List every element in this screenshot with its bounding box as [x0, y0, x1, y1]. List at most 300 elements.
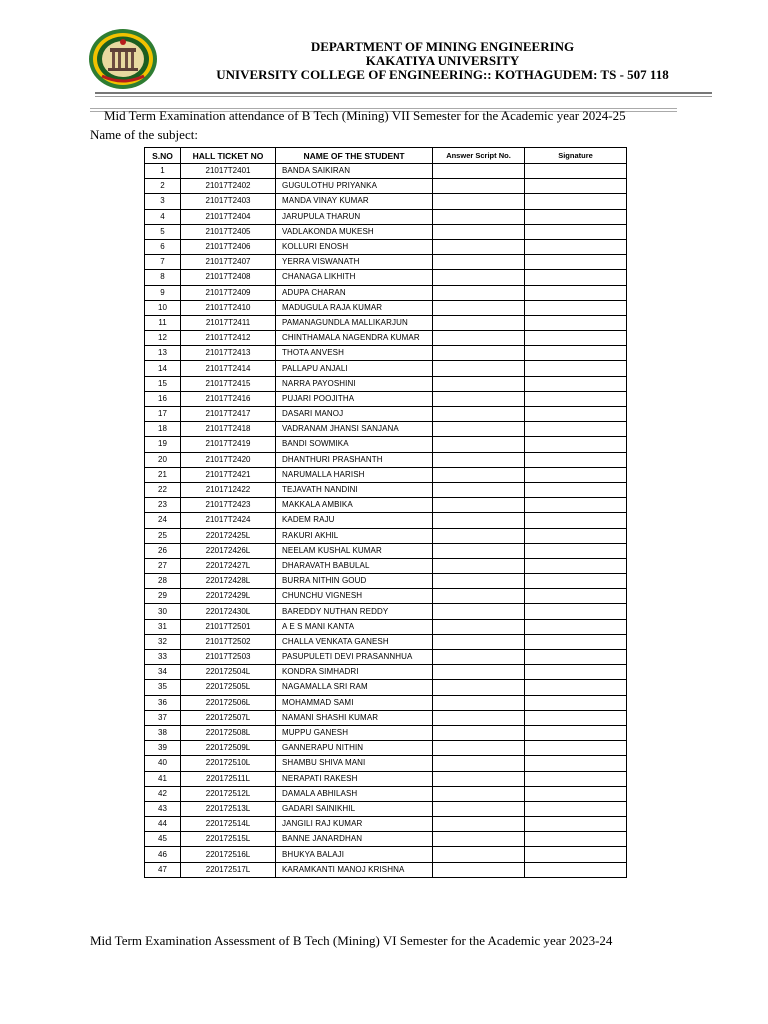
student-name-cell: JARUPULA THARUN [276, 209, 433, 224]
signature-cell[interactable] [525, 817, 627, 832]
answer-script-cell[interactable] [433, 725, 525, 740]
student-name-cell: PAMANAGUNDLA MALLIKARJUN [276, 315, 433, 330]
answer-script-cell[interactable] [433, 482, 525, 497]
signature-cell[interactable] [525, 209, 627, 224]
hall-ticket-cell: 21017T2502 [181, 634, 276, 649]
header-divider-thick [95, 92, 712, 94]
signature-cell[interactable] [525, 270, 627, 285]
signature-cell[interactable] [525, 391, 627, 406]
hall-ticket-cell: 21017T2409 [181, 285, 276, 300]
student-name-cell: JANGILI RAJ KUMAR [276, 817, 433, 832]
signature-cell[interactable] [525, 285, 627, 300]
table-row [145, 528, 627, 543]
table-row [145, 422, 627, 437]
hall-ticket-cell: 21017T2411 [181, 315, 276, 330]
table-row [145, 300, 627, 315]
hall-ticket-cell: 21017T2403 [181, 194, 276, 209]
answer-script-cell[interactable] [433, 300, 525, 315]
column-header-answer-script: Answer Script No. [433, 148, 525, 164]
hall-ticket-cell: 21017T2406 [181, 239, 276, 254]
sno-cell: 33 [145, 650, 181, 665]
table-row [145, 315, 627, 330]
answer-script-cell[interactable] [433, 179, 525, 194]
signature-cell[interactable] [525, 786, 627, 801]
signature-cell[interactable] [525, 862, 627, 877]
student-name-cell: BANDI SOWMIKA [276, 437, 433, 452]
table-row [145, 604, 627, 619]
answer-script-cell[interactable] [433, 315, 525, 330]
table-row [145, 482, 627, 497]
table-row [145, 331, 627, 346]
student-name-cell: MOHAMMAD SAMI [276, 695, 433, 710]
hall-ticket-cell: 220172513L [181, 801, 276, 816]
answer-script-cell[interactable] [433, 665, 525, 680]
table-row [145, 179, 627, 194]
signature-cell[interactable] [525, 604, 627, 619]
signature-cell[interactable] [525, 179, 627, 194]
answer-script-cell[interactable] [433, 558, 525, 573]
column-header-hall-ticket: HALL TICKET NO [181, 148, 276, 164]
table-row [145, 407, 627, 422]
signature-cell[interactable] [525, 194, 627, 209]
signature-cell[interactable] [525, 224, 627, 239]
table-row [145, 361, 627, 376]
sno-cell: 32 [145, 634, 181, 649]
sno-cell: 16 [145, 391, 181, 406]
student-name-cell: NAGAMALLA SRI RAM [276, 680, 433, 695]
signature-cell[interactable] [525, 239, 627, 254]
signature-cell[interactable] [525, 407, 627, 422]
attendance-table [144, 147, 627, 878]
sno-cell: 15 [145, 376, 181, 391]
sno-cell: 25 [145, 528, 181, 543]
answer-script-cell[interactable] [433, 255, 525, 270]
table-row [145, 452, 627, 467]
table-header-row [145, 148, 627, 164]
signature-cell[interactable] [525, 315, 627, 330]
student-name-cell: DASARI MANOJ [276, 407, 433, 422]
sno-cell: 31 [145, 619, 181, 634]
signature-cell[interactable] [525, 543, 627, 558]
sno-cell: 12 [145, 331, 181, 346]
student-name-cell: BAREDDY NUTHAN REDDY [276, 604, 433, 619]
table-row [145, 209, 627, 224]
signature-cell[interactable] [525, 574, 627, 589]
hall-ticket-cell: 220172505L [181, 680, 276, 695]
student-name-cell: DAMALA ABHILASH [276, 786, 433, 801]
answer-script-cell[interactable] [433, 771, 525, 786]
answer-script-cell[interactable] [433, 528, 525, 543]
table-row [145, 771, 627, 786]
answer-script-cell[interactable] [433, 695, 525, 710]
hall-ticket-cell: 21017T2420 [181, 452, 276, 467]
student-name-cell: GANNERAPU NITHIN [276, 741, 433, 756]
sno-cell: 3 [145, 194, 181, 209]
signature-cell[interactable] [525, 331, 627, 346]
table-row [145, 786, 627, 801]
student-name-cell: DHANTHURI PRASHANTH [276, 452, 433, 467]
sno-cell: 20 [145, 452, 181, 467]
student-name-cell: THOTA ANVESH [276, 346, 433, 361]
answer-script-cell[interactable] [433, 619, 525, 634]
sno-cell: 42 [145, 786, 181, 801]
student-name-cell: NARUMALLA HARISH [276, 467, 433, 482]
sno-cell: 11 [145, 315, 181, 330]
sno-cell: 45 [145, 832, 181, 847]
answer-script-cell[interactable] [433, 376, 525, 391]
student-name-cell: TEJAVATH NANDINI [276, 482, 433, 497]
column-header-sno: S.NO [145, 148, 181, 164]
hall-ticket-cell: 21017T2419 [181, 437, 276, 452]
student-name-cell: BANDA SAIKIRAN [276, 164, 433, 179]
signature-cell[interactable] [525, 164, 627, 179]
table-row [145, 619, 627, 634]
answer-script-cell[interactable] [433, 817, 525, 832]
answer-script-cell[interactable] [433, 801, 525, 816]
hall-ticket-cell: 21017T2417 [181, 407, 276, 422]
sno-cell: 4 [145, 209, 181, 224]
signature-cell[interactable] [525, 482, 627, 497]
column-header-student-name: NAME OF THE STUDENT [276, 148, 433, 164]
table-row [145, 589, 627, 604]
table-row [145, 756, 627, 771]
answer-script-cell[interactable] [433, 209, 525, 224]
student-name-cell: KONDRA SIMHADRI [276, 665, 433, 680]
hall-ticket-cell: 21017T2408 [181, 270, 276, 285]
hall-ticket-cell: 21017T2421 [181, 467, 276, 482]
hall-ticket-cell: 220172515L [181, 832, 276, 847]
sno-cell: 28 [145, 574, 181, 589]
sno-cell: 23 [145, 498, 181, 513]
signature-cell[interactable] [525, 528, 627, 543]
student-name-cell: RAKURI AKHIL [276, 528, 433, 543]
answer-script-cell[interactable] [433, 756, 525, 771]
student-name-cell: MAKKALA AMBIKA [276, 498, 433, 513]
table-row [145, 543, 627, 558]
hall-ticket-cell: 21017T2415 [181, 376, 276, 391]
table-row [145, 376, 627, 391]
sno-cell: 8 [145, 270, 181, 285]
table-row [145, 270, 627, 285]
hall-ticket-cell: 220172507L [181, 710, 276, 725]
hall-ticket-cell: 220172504L [181, 665, 276, 680]
student-name-cell: A E S MANI KANTA [276, 619, 433, 634]
table-row [145, 817, 627, 832]
signature-cell[interactable] [525, 558, 627, 573]
table-row [145, 725, 627, 740]
student-name-cell: CHALLA VENKATA GANESH [276, 634, 433, 649]
student-name-cell: PUJARI POOJITHA [276, 391, 433, 406]
table-row [145, 224, 627, 239]
table-row [145, 801, 627, 816]
student-name-cell: MADUGULA RAJA KUMAR [276, 300, 433, 315]
hall-ticket-cell: 220172516L [181, 847, 276, 862]
hall-ticket-cell: 21017T2404 [181, 209, 276, 224]
answer-script-cell[interactable] [433, 680, 525, 695]
hall-ticket-cell: 21017T2402 [181, 179, 276, 194]
hall-ticket-cell: 21017T2401 [181, 164, 276, 179]
table-row [145, 741, 627, 756]
sno-cell: 46 [145, 847, 181, 862]
subject-label: Name of the subject: [90, 127, 198, 142]
header-divider-thin [95, 96, 712, 97]
signature-cell[interactable] [525, 634, 627, 649]
answer-script-cell[interactable] [433, 346, 525, 361]
hall-ticket-cell: 220172512L [181, 786, 276, 801]
sno-cell: 14 [145, 361, 181, 376]
table-row [145, 695, 627, 710]
student-name-cell: CHUNCHU VIGNESH [276, 589, 433, 604]
student-name-cell: BANNE JANARDHAN [276, 832, 433, 847]
hall-ticket-cell: 21017T2423 [181, 498, 276, 513]
sno-cell: 21 [145, 467, 181, 482]
student-name-cell: MANDA VINAY KUMAR [276, 194, 433, 209]
hall-ticket-cell: 220172429L [181, 589, 276, 604]
student-name-cell: KADEM RAJU [276, 513, 433, 528]
answer-script-cell[interactable] [433, 361, 525, 376]
table-row [145, 194, 627, 209]
answer-script-cell[interactable] [433, 391, 525, 406]
hall-ticket-cell: 220172430L [181, 604, 276, 619]
sno-cell: 47 [145, 862, 181, 877]
table-row [145, 862, 627, 877]
hall-ticket-cell: 220172511L [181, 771, 276, 786]
signature-cell[interactable] [525, 376, 627, 391]
hall-ticket-cell: 220172427L [181, 558, 276, 573]
signature-cell[interactable] [525, 695, 627, 710]
student-name-cell: KOLLURI ENOSH [276, 239, 433, 254]
sno-cell: 44 [145, 817, 181, 832]
answer-script-cell[interactable] [433, 285, 525, 300]
signature-cell[interactable] [525, 756, 627, 771]
sno-cell: 37 [145, 710, 181, 725]
sno-cell: 18 [145, 422, 181, 437]
answer-script-cell[interactable] [433, 498, 525, 513]
signature-cell[interactable] [525, 665, 627, 680]
student-name-cell: PASUPULETI DEVI PRASANNHUA [276, 650, 433, 665]
hall-ticket-cell: 21017T2405 [181, 224, 276, 239]
signature-cell[interactable] [525, 361, 627, 376]
table-row [145, 285, 627, 300]
signature-cell[interactable] [525, 801, 627, 816]
answer-script-cell[interactable] [433, 862, 525, 877]
hall-ticket-cell: 220172514L [181, 817, 276, 832]
student-name-cell: CHINTHAMALA NAGENDRA KUMAR [276, 331, 433, 346]
sno-cell: 26 [145, 543, 181, 558]
answer-script-cell[interactable] [433, 224, 525, 239]
student-name-cell: GUGULOTHU PRIYANKA [276, 179, 433, 194]
sno-cell: 6 [145, 239, 181, 254]
sno-cell: 9 [145, 285, 181, 300]
hall-ticket-cell: 21017T2412 [181, 331, 276, 346]
hall-ticket-cell: 220172517L [181, 862, 276, 877]
hall-ticket-cell: 21017T2418 [181, 422, 276, 437]
signature-cell[interactable] [525, 300, 627, 315]
hall-ticket-cell: 21017T2416 [181, 391, 276, 406]
table-row [145, 832, 627, 847]
table-row [145, 710, 627, 725]
exam-title: Mid Term Examination attendance of B Tech (Mining) VII Semester for the Academic year 2024-25 [104, 108, 626, 123]
table-row [145, 437, 627, 452]
hall-ticket-cell: 21017T2424 [181, 513, 276, 528]
table-row [145, 255, 627, 270]
answer-script-cell[interactable] [433, 589, 525, 604]
student-name-cell: VADRANAM JHANSI SANJANA [276, 422, 433, 437]
answer-script-cell[interactable] [433, 164, 525, 179]
table-body [145, 164, 627, 878]
hall-ticket-cell: 21017T2410 [181, 300, 276, 315]
footer-text: Mid Term Examination Assessment of B Tech (Mining) VI Semester for the Academic year 2023-24 [90, 933, 613, 948]
student-name-cell: CHANAGA LIKHITH [276, 270, 433, 285]
signature-cell[interactable] [525, 847, 627, 862]
answer-script-cell[interactable] [433, 194, 525, 209]
sno-cell: 41 [145, 771, 181, 786]
answer-script-cell[interactable] [433, 239, 525, 254]
answer-script-cell[interactable] [433, 634, 525, 649]
sno-cell: 27 [145, 558, 181, 573]
sno-cell: 40 [145, 756, 181, 771]
signature-cell[interactable] [525, 498, 627, 513]
hall-ticket-cell: 21017T2501 [181, 619, 276, 634]
sno-cell: 29 [145, 589, 181, 604]
student-name-cell: YERRA VISWANATH [276, 255, 433, 270]
signature-cell[interactable] [525, 771, 627, 786]
signature-cell[interactable] [525, 832, 627, 847]
answer-script-cell[interactable] [433, 832, 525, 847]
signature-cell[interactable] [525, 710, 627, 725]
signature-cell[interactable] [525, 422, 627, 437]
signature-cell[interactable] [525, 725, 627, 740]
sno-cell: 30 [145, 604, 181, 619]
hall-ticket-cell: 21017T2407 [181, 255, 276, 270]
sno-cell: 10 [145, 300, 181, 315]
hall-ticket-cell: 21017T2414 [181, 361, 276, 376]
answer-script-cell[interactable] [433, 270, 525, 285]
table-row [145, 498, 627, 513]
student-name-cell: DHARAVATH BABULAL [276, 558, 433, 573]
answer-script-cell[interactable] [433, 407, 525, 422]
student-name-cell: NEELAM KUSHAL KUMAR [276, 543, 433, 558]
sno-cell: 5 [145, 224, 181, 239]
table-row [145, 513, 627, 528]
student-name-cell: SHAMBU SHIVA MANI [276, 756, 433, 771]
sno-cell: 34 [145, 665, 181, 680]
department-name: DEPARTMENT OF MINING ENGINEERING [310, 39, 575, 54]
university-name: KAKATIYA UNIVERSITY [365, 53, 520, 68]
signature-cell[interactable] [525, 452, 627, 467]
table-row [145, 558, 627, 573]
answer-script-cell[interactable] [433, 437, 525, 452]
hall-ticket-cell: 2101712422 [181, 482, 276, 497]
hall-ticket-cell: 220172508L [181, 725, 276, 740]
hall-ticket-cell: 220172509L [181, 741, 276, 756]
answer-script-cell[interactable] [433, 543, 525, 558]
student-name-cell: KARAMKANTI MANOJ KRISHNA [276, 862, 433, 877]
table-row [145, 665, 627, 680]
table-row [145, 634, 627, 649]
college-name: UNIVERSITY COLLEGE OF ENGINEERING:: KOTHAGUDEM: TS - 507 118 [216, 67, 669, 82]
hall-ticket-cell: 220172506L [181, 695, 276, 710]
hall-ticket-cell: 21017T2413 [181, 346, 276, 361]
student-name-cell: PALLAPU ANJALI [276, 361, 433, 376]
signature-cell[interactable] [525, 680, 627, 695]
sno-cell: 43 [145, 801, 181, 816]
signature-cell[interactable] [525, 589, 627, 604]
hall-ticket-cell: 21017T2503 [181, 650, 276, 665]
hall-ticket-cell: 220172426L [181, 543, 276, 558]
answer-script-cell[interactable] [433, 452, 525, 467]
answer-script-cell[interactable] [433, 710, 525, 725]
table-row [145, 346, 627, 361]
answer-script-cell[interactable] [433, 422, 525, 437]
hall-ticket-cell: 220172428L [181, 574, 276, 589]
student-name-cell: NERAPATI RAKESH [276, 771, 433, 786]
sno-cell: 35 [145, 680, 181, 695]
table-row [145, 391, 627, 406]
sno-cell: 17 [145, 407, 181, 422]
signature-cell[interactable] [525, 619, 627, 634]
student-name-cell: NARRA PAYOSHINI [276, 376, 433, 391]
signature-cell[interactable] [525, 650, 627, 665]
sno-cell: 19 [145, 437, 181, 452]
table-row [145, 847, 627, 862]
student-name-cell: VADLAKONDA MUKESH [276, 224, 433, 239]
sno-cell: 38 [145, 725, 181, 740]
hall-ticket-cell: 220172425L [181, 528, 276, 543]
answer-script-cell[interactable] [433, 786, 525, 801]
signature-cell[interactable] [525, 437, 627, 452]
sno-cell: 13 [145, 346, 181, 361]
answer-script-cell[interactable] [433, 650, 525, 665]
answer-script-cell[interactable] [433, 604, 525, 619]
answer-script-cell[interactable] [433, 467, 525, 482]
student-name-cell: ADUPA CHARAN [276, 285, 433, 300]
sno-cell: 2 [145, 179, 181, 194]
student-name-cell: BURRA NITHIN GOUD [276, 574, 433, 589]
document-header [160, 40, 725, 82]
table-row [145, 650, 627, 665]
table-row [145, 239, 627, 254]
sno-cell: 1 [145, 164, 181, 179]
answer-script-cell[interactable] [433, 513, 525, 528]
answer-script-cell[interactable] [433, 331, 525, 346]
table-row [145, 467, 627, 482]
hall-ticket-cell: 220172510L [181, 756, 276, 771]
signature-cell[interactable] [525, 346, 627, 361]
university-logo [88, 28, 158, 90]
sno-cell: 36 [145, 695, 181, 710]
signature-cell[interactable] [525, 255, 627, 270]
answer-script-cell[interactable] [433, 574, 525, 589]
table-row [145, 164, 627, 179]
table-row [145, 574, 627, 589]
signature-cell[interactable] [525, 741, 627, 756]
sno-cell: 24 [145, 513, 181, 528]
answer-script-cell[interactable] [433, 741, 525, 756]
column-header-signature: Signature [525, 148, 627, 164]
student-name-cell: MUPPU GANESH [276, 725, 433, 740]
signature-cell[interactable] [525, 513, 627, 528]
signature-cell[interactable] [525, 467, 627, 482]
student-name-cell: NAMANI SHASHI KUMAR [276, 710, 433, 725]
answer-script-cell[interactable] [433, 847, 525, 862]
sno-cell: 39 [145, 741, 181, 756]
student-name-cell: BHUKYA BALAJI [276, 847, 433, 862]
table-row [145, 680, 627, 695]
student-name-cell: GADARI SAINIKHIL [276, 801, 433, 816]
sno-cell: 7 [145, 255, 181, 270]
sno-cell: 22 [145, 482, 181, 497]
